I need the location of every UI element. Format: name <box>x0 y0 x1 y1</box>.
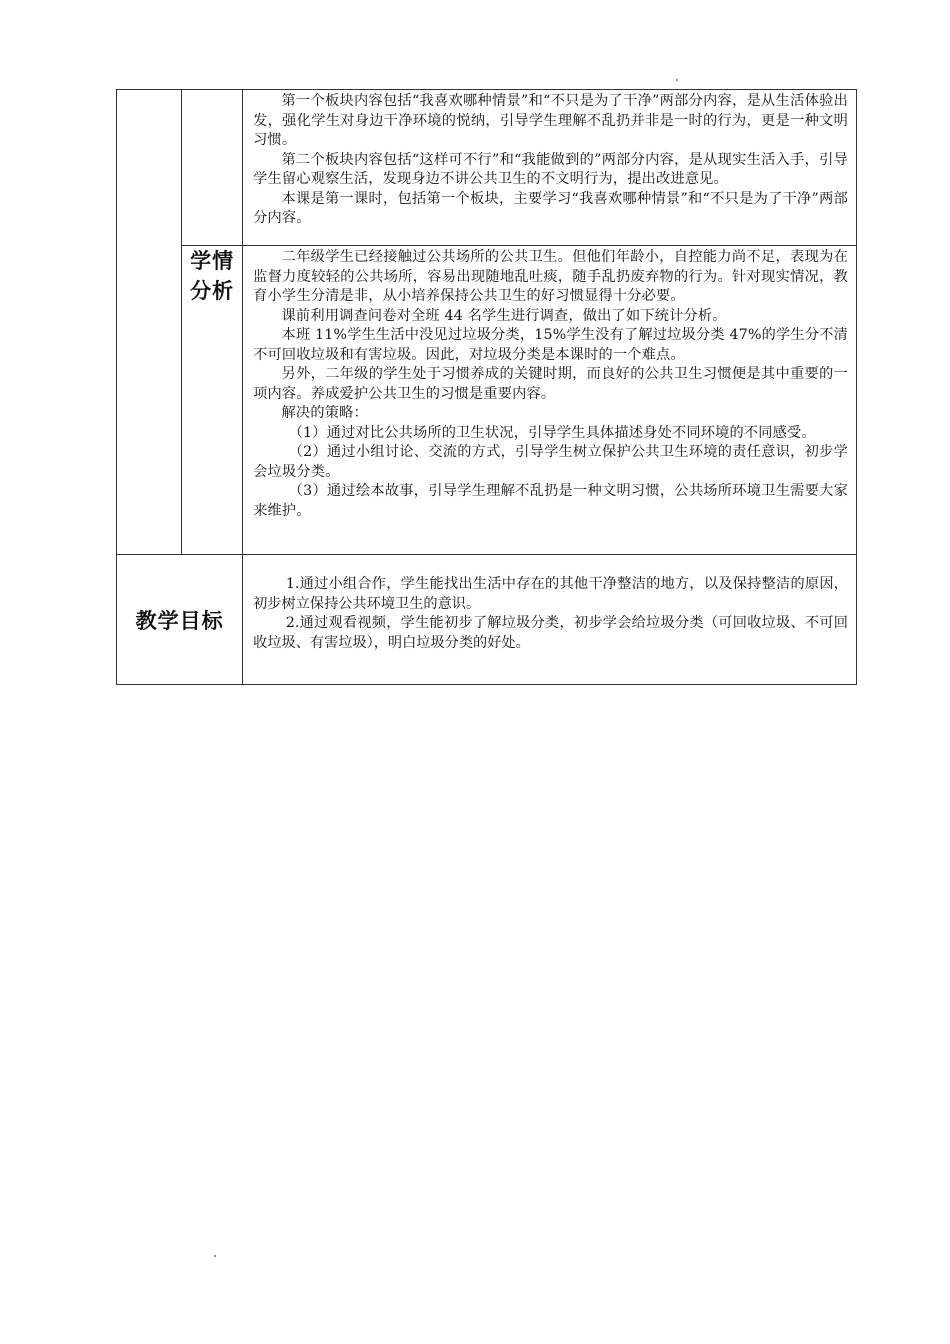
content-analysis-cell <box>243 90 857 246</box>
xueqing-label-line1: 学情 <box>190 249 235 273</box>
xueqing-paragraph: 本班 11%学生生活中没见过垃圾分类，15%学生没有了解过垃圾分类 47%的学生分不清不可回收垃圾和有害垃圾。因此，对垃圾分类是本课时的一个难点。 <box>253 327 848 363</box>
scan-dot-top <box>676 79 678 81</box>
xueqing-paragraph: 解决的策略： <box>281 405 368 421</box>
content-paragraph: 本课是第一课时，包括第一个板块，主要学习“我喜欢哪种情景”和“不只是为了干净”两部分内容。 <box>253 190 848 226</box>
content-label-cell <box>182 90 243 246</box>
content-paragraph: 第二个板块内容包括“这样可不行”和“我能做到的”两部分内容，是从现实生活入手，引导学生留心观察生活，发现身边不讲公共卫生的不文明行为，提出改进意见。 <box>253 151 848 187</box>
lesson-plan-table <box>116 89 857 685</box>
xueqing-paragraph: 二年级学生已经接触过公共场所的公共卫生。但他们年龄小，自控能力尚不足，表现为在监督力度较轻的公共场所，容易出现随地乱吐痰，随手乱扔废弃物的行为。针对现实情况，教育小学生分清是非，从小培养保持公共卫生的好习惯显得十分必要。 <box>253 249 848 304</box>
outer-label-cell <box>117 90 182 555</box>
scan-dot-bottom <box>214 1255 216 1257</box>
strategy-item: （2）通过小组讨论、交流的方式，引导学生树立保护公共卫生环境的责任意识，初步学会垃圾分类。 <box>253 444 848 480</box>
row-content <box>117 90 857 246</box>
goals-content-cell <box>243 555 857 685</box>
xueqing-paragraph: 课前利用调查问卷对全班 44 名学生进行调查，做出了如下统计分析。 <box>281 307 727 324</box>
goals-label-cell: 教学目标 <box>117 555 243 685</box>
row-goals <box>117 555 857 685</box>
content-paragraph: 第一个板块内容包括“我喜欢哪种情景”和“不只是为了干净”两部分内容，是从生活体验出发，强化学生对身边干净环境的悦纳，引导学生理解不乱扔并非是一时的行为，更是一种文明习惯。 <box>253 93 848 148</box>
goal-item: 2.通过观看视频，学生能初步了解垃圾分类，初步学会给垃圾分类（可回收垃圾、不可回收垃圾、有害垃圾），明白垃圾分类的好处。 <box>253 615 848 651</box>
xueqing-content-cell <box>243 246 857 555</box>
row-xueqing <box>117 246 857 555</box>
xueqing-paragraph: 另外，二年级的学生处于习惯养成的关键时期，而良好的公共卫生习惯便是其中重要的一项内容。养成爱护公共卫生的习惯是重要内容。 <box>253 366 848 402</box>
strategy-item: （1）通过对比公共场所的卫生状况，引导学生具体描述身处不同环境的不同感受。 <box>288 424 816 441</box>
xueqing-label-line2: 分析 <box>190 279 235 303</box>
xueqing-label-cell <box>182 246 243 555</box>
goal-item: 1.通过小组合作，学生能找出生活中存在的其他干净整洁的地方，以及保持整洁的原因，初步树立保持公共环境卫生的意识。 <box>253 576 848 612</box>
strategy-item: （3）通过绘本故事，引导学生理解不乱扔是一种文明习惯，公共场所环境卫生需要大家来维护。 <box>253 483 848 519</box>
